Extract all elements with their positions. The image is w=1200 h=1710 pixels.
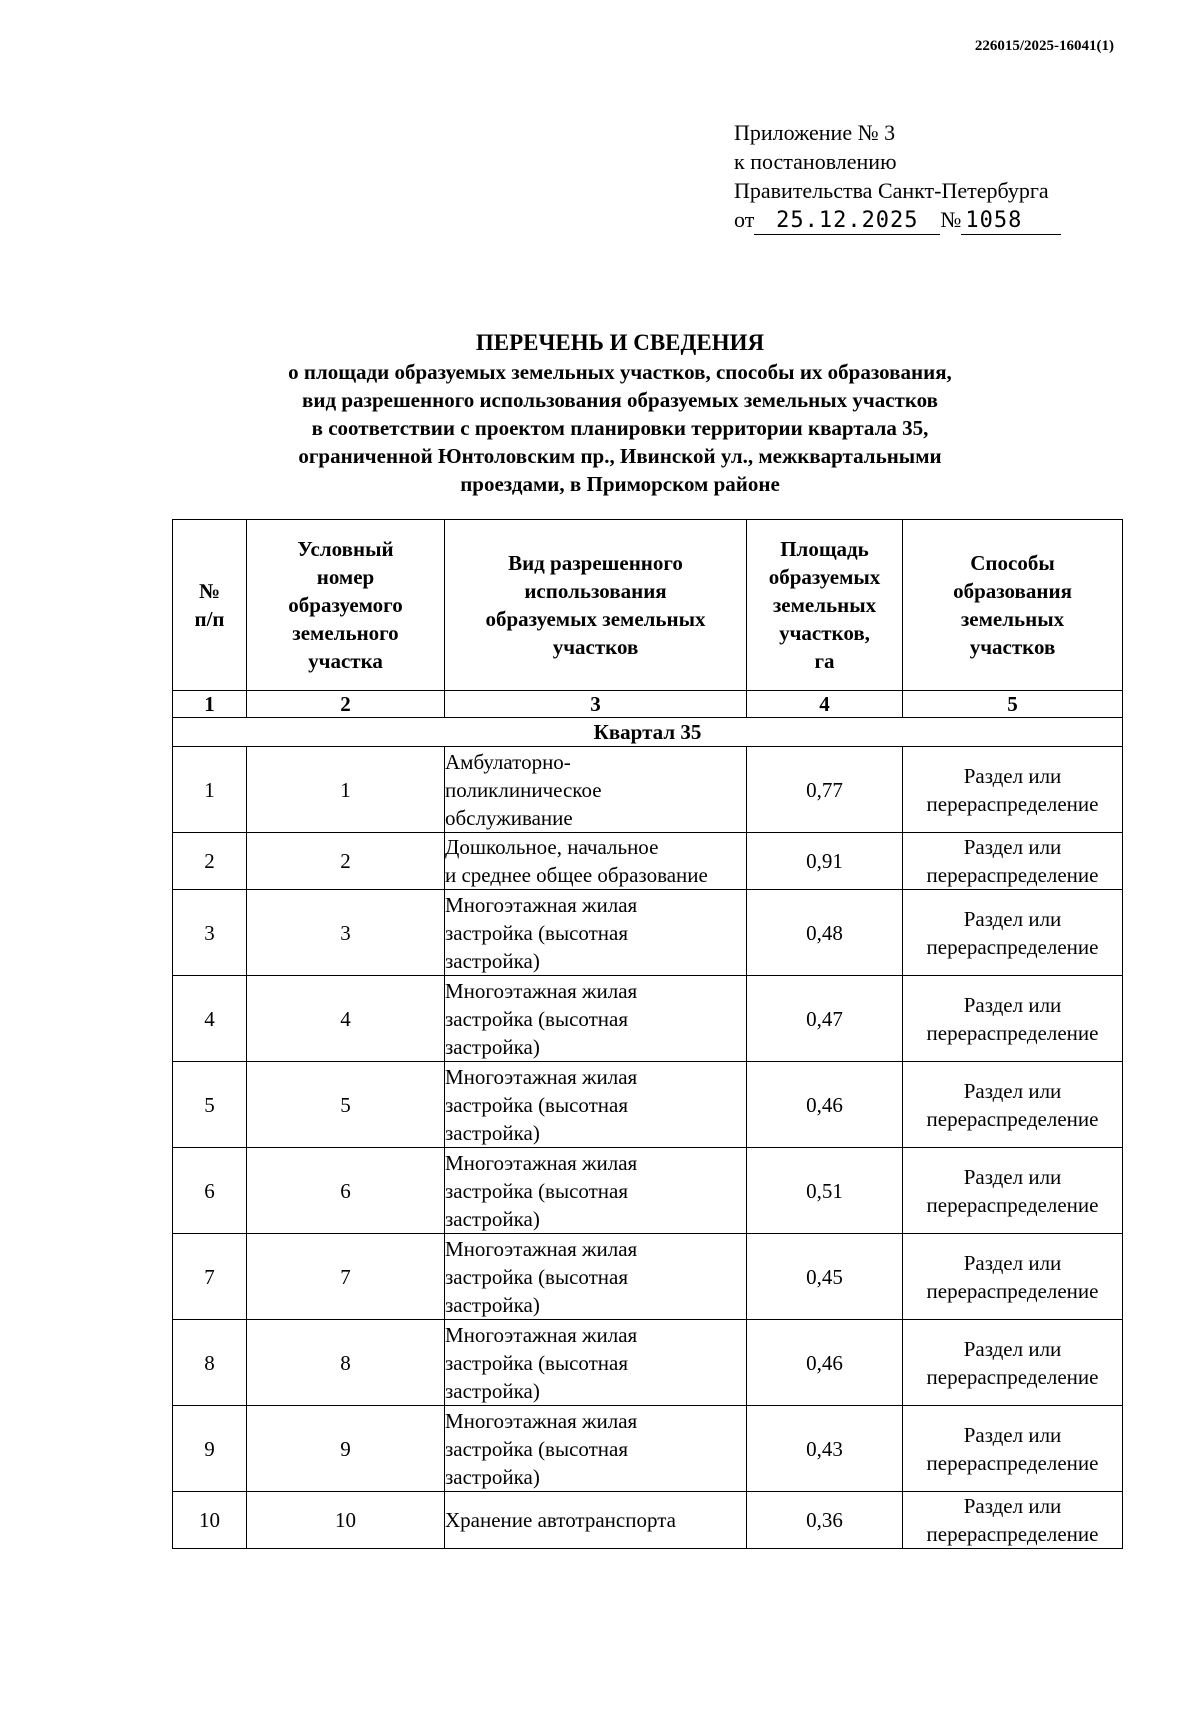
permitted-use-line: застройка (высотная xyxy=(445,1178,629,1203)
conditional-number-cell: 10 xyxy=(247,1492,445,1549)
table-row xyxy=(173,976,1123,1062)
area-cell: 0,45 xyxy=(747,1234,903,1320)
table-row xyxy=(173,1062,1123,1148)
appendix-block xyxy=(734,118,1061,235)
table-row xyxy=(173,747,1123,833)
formation-method-line: перераспределение xyxy=(926,1450,1099,1475)
formation-method-line: перераспределение xyxy=(926,1020,1099,1045)
permitted-use-line: застройка (высотная xyxy=(445,1264,629,1289)
table-row xyxy=(173,1320,1123,1406)
permitted-use-line: застройка (высотная xyxy=(445,1436,629,1461)
appendix-date-line xyxy=(734,205,1061,235)
number-label: № xyxy=(940,207,962,232)
conditional-number-cell: 2 xyxy=(247,833,445,890)
permitted-use-cell xyxy=(445,890,747,976)
group-row xyxy=(173,718,1123,747)
appendix-line-government: Правительства Санкт-Петербурга xyxy=(734,178,1049,203)
permitted-use-line: Многоэтажная жилая xyxy=(445,1150,638,1175)
formation-method-line: перераспределение xyxy=(926,1192,1099,1217)
permitted-use-line: застройка) xyxy=(445,1034,540,1059)
formation-method-cell xyxy=(903,1062,1123,1148)
permitted-use-line: Хранение автотранспорта xyxy=(445,1508,676,1532)
formation-method-line: Раздел или xyxy=(963,1336,1062,1361)
appendix-line-resolution: к постановлению xyxy=(734,149,897,174)
formation-method-line: перераспределение xyxy=(926,934,1099,959)
land-plots-table xyxy=(172,519,1123,1549)
permitted-use-cell xyxy=(445,1492,747,1549)
row-number-cell: 5 xyxy=(173,1062,247,1148)
formation-method-line: перераспределение xyxy=(926,791,1099,816)
row-number-cell: 10 xyxy=(173,1492,247,1549)
permitted-use-line: застройка (высотная xyxy=(445,920,629,945)
table-row xyxy=(173,1148,1123,1234)
formation-method-line: перераспределение xyxy=(926,1106,1099,1131)
header-conditional-number: Условный номер образуемого земельного участка xyxy=(247,520,445,691)
area-cell: 0,48 xyxy=(747,890,903,976)
permitted-use-cell xyxy=(445,747,747,833)
formation-method-line: перераспределение xyxy=(926,863,1099,887)
permitted-use-cell xyxy=(445,1148,747,1234)
table-row xyxy=(173,1406,1123,1492)
permitted-use-line: застройка) xyxy=(445,1206,540,1231)
formation-method-line: перераспределение xyxy=(926,1522,1099,1546)
heading-line: проездами, в Приморском районе xyxy=(460,472,780,496)
document-id: 226015/2025-16041(1) xyxy=(974,38,1114,54)
permitted-use-line: обслуживание xyxy=(445,805,573,830)
permitted-use-cell xyxy=(445,1320,747,1406)
header-number: № п/п xyxy=(173,520,247,691)
appendix-title: Приложение № 3 xyxy=(734,120,896,145)
table-row xyxy=(173,1492,1123,1549)
formation-method-cell xyxy=(903,1492,1123,1549)
formation-method-cell xyxy=(903,747,1123,833)
conditional-number-cell: 3 xyxy=(247,890,445,976)
formation-method-cell xyxy=(903,1406,1123,1492)
area-cell: 0,46 xyxy=(747,1320,903,1406)
row-number-cell: 8 xyxy=(173,1320,247,1406)
row-number-cell: 3 xyxy=(173,890,247,976)
formation-method-cell xyxy=(903,1320,1123,1406)
formation-method-line: Раздел или xyxy=(963,992,1062,1017)
table-header-row xyxy=(173,520,1123,691)
row-number-cell: 6 xyxy=(173,1148,247,1234)
permitted-use-line: Многоэтажная жилая xyxy=(445,892,638,917)
conditional-number-cell: 7 xyxy=(247,1234,445,1320)
area-cell: 0,91 xyxy=(747,833,903,890)
permitted-use-line: Многоэтажная жилая xyxy=(445,1322,638,1347)
header-area: Площадь образуемых земельных участков, га xyxy=(747,520,903,691)
conditional-number-cell: 8 xyxy=(247,1320,445,1406)
formation-method-line: Раздел или xyxy=(963,1078,1062,1103)
row-number-cell: 9 xyxy=(173,1406,247,1492)
permitted-use-line: Многоэтажная жилая xyxy=(445,1064,638,1089)
formation-method-line: Раздел или xyxy=(963,906,1062,931)
permitted-use-line: застройка) xyxy=(445,1378,540,1403)
table-row xyxy=(173,833,1123,890)
formation-method-line: перераспределение xyxy=(926,1364,1099,1389)
permitted-use-line: Амбулаторно- xyxy=(445,749,571,774)
permitted-use-line: застройка (высотная xyxy=(445,1092,629,1117)
number-field: 1058 xyxy=(961,208,1061,235)
permitted-use-cell xyxy=(445,833,747,890)
row-number-cell: 4 xyxy=(173,976,247,1062)
permitted-use-line: застройка) xyxy=(445,1292,540,1317)
formation-method-line: Раздел или xyxy=(963,763,1062,788)
permitted-use-line: и среднее общее образование xyxy=(445,863,708,887)
heading-line: вид разрешенного использования образуемых земельных участков xyxy=(302,388,938,412)
conditional-number-cell: 4 xyxy=(247,976,445,1062)
conditional-number-cell: 5 xyxy=(247,1062,445,1148)
heading-line: ограниченной Юнтоловским пр., Ивинской ул., межквартальными xyxy=(298,444,942,468)
permitted-use-line: застройка) xyxy=(445,1120,540,1145)
area-cell: 0,51 xyxy=(747,1148,903,1234)
conditional-number-cell: 6 xyxy=(247,1148,445,1234)
permitted-use-cell xyxy=(445,1406,747,1492)
permitted-use-line: поликлиническое xyxy=(445,777,602,802)
formation-method-cell xyxy=(903,1234,1123,1320)
permitted-use-line: застройка (высотная xyxy=(445,1006,629,1031)
permitted-use-cell xyxy=(445,1234,747,1320)
group-label: Квартал 35 xyxy=(173,718,1123,747)
heading-title: ПЕРЕЧЕНЬ И СВЕДЕНИЯ xyxy=(475,330,765,355)
formation-method-cell xyxy=(903,976,1123,1062)
permitted-use-cell xyxy=(445,1062,747,1148)
column-numbers-row xyxy=(173,691,1123,718)
formation-method-line: Раздел или xyxy=(963,835,1062,859)
formation-method-line: Раздел или xyxy=(963,1422,1062,1447)
formation-method-cell xyxy=(903,1148,1123,1234)
header-permitted-use: Вид разрешенного использования образуемых земельных участков xyxy=(445,520,747,691)
formation-method-line: Раздел или xyxy=(963,1494,1062,1518)
column-number: 3 xyxy=(445,691,747,718)
row-number-cell: 2 xyxy=(173,833,247,890)
permitted-use-line: застройка (высотная xyxy=(445,1350,629,1375)
column-number: 5 xyxy=(903,691,1123,718)
area-cell: 0,47 xyxy=(747,976,903,1062)
table-row xyxy=(173,890,1123,976)
row-number-cell: 1 xyxy=(173,747,247,833)
column-number: 4 xyxy=(747,691,903,718)
date-field: 25.12.2025 xyxy=(754,208,940,235)
formation-method-cell xyxy=(903,890,1123,976)
formation-method-line: перераспределение xyxy=(926,1278,1099,1303)
from-label: от xyxy=(734,207,755,232)
table-row xyxy=(173,1234,1123,1320)
permitted-use-cell xyxy=(445,976,747,1062)
heading-line: в соответствии с проектом планировки территории квартала 35, xyxy=(311,416,929,440)
area-cell: 0,77 xyxy=(747,747,903,833)
area-cell: 0,43 xyxy=(747,1406,903,1492)
permitted-use-line: Многоэтажная жилая xyxy=(445,1236,638,1261)
conditional-number-cell: 1 xyxy=(247,747,445,833)
formation-method-line: Раздел или xyxy=(963,1250,1062,1275)
formation-method-line: Раздел или xyxy=(963,1164,1062,1189)
column-number: 2 xyxy=(247,691,445,718)
conditional-number-cell: 9 xyxy=(247,1406,445,1492)
permitted-use-line: Многоэтажная жилая xyxy=(445,1408,638,1433)
heading-line: о площади образуемых земельных участков, способы их образования, xyxy=(288,360,952,384)
row-number-cell: 7 xyxy=(173,1234,247,1320)
permitted-use-line: Многоэтажная жилая xyxy=(445,978,638,1003)
column-number: 1 xyxy=(173,691,247,718)
area-cell: 0,36 xyxy=(747,1492,903,1549)
formation-method-cell xyxy=(903,833,1123,890)
permitted-use-line: застройка) xyxy=(445,1464,540,1489)
permitted-use-line: застройка) xyxy=(445,948,540,973)
area-cell: 0,46 xyxy=(747,1062,903,1148)
permitted-use-line: Дошкольное, начальное xyxy=(445,835,659,859)
header-formation-method: Способы образования земельных участков xyxy=(903,520,1123,691)
document-heading xyxy=(170,328,1070,498)
